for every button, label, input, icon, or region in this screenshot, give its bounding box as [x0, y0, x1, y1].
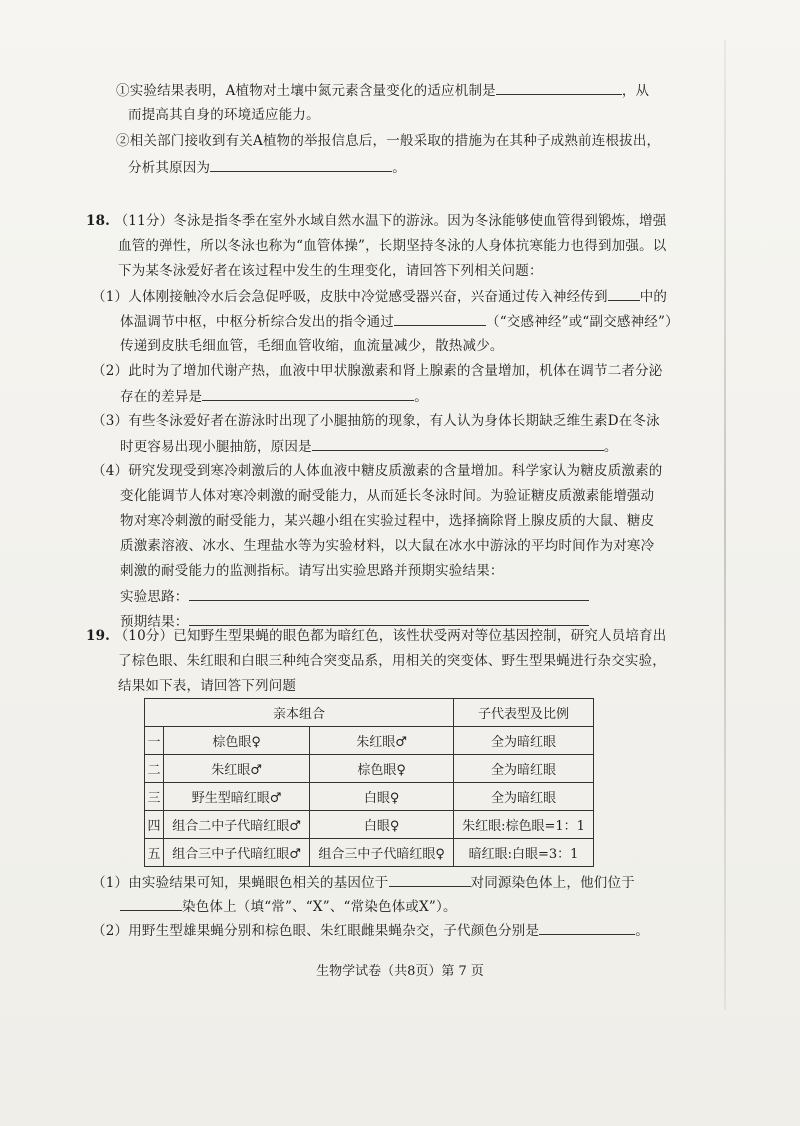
- row-index: 四: [145, 811, 164, 839]
- q18-part4-line2: 变化能调节人体对寒冷刺激的耐受能力，从而延长冬泳时间。为验证糖皮质激素能增强动: [120, 488, 655, 504]
- row-index: 五: [145, 839, 164, 867]
- offspring: 全为暗红眼: [454, 755, 594, 783]
- table-row: [145, 783, 594, 811]
- answer-blank[interactable]: [539, 920, 635, 935]
- q18-part4-line3: 物对寒冷刺激的耐受能力，某兴趣小组在实验过程中，选择摘除肾上腺皮质的大鼠、糖皮: [120, 513, 655, 529]
- parent-2: 朱红眼♂: [310, 727, 454, 755]
- page-fold-shadow: [724, 40, 726, 1010]
- parent-2: 白眼♀: [310, 811, 454, 839]
- offspring: 朱红眼:棕色眼=1：1: [454, 811, 594, 839]
- q18-part1-line2: 体温调节中枢，中枢分析综合发出的指令通过 （“交感神经”或“副交感神经”）: [120, 311, 679, 332]
- header-parent-combo: 亲本组合: [145, 699, 454, 727]
- q18-stem-line1: 18. （11分）冬泳是指冬季在室外水域自然水温下的游泳。因为冬泳能够使血管得到锻炼，增强: [86, 213, 667, 229]
- answer-blank[interactable]: [189, 586, 589, 601]
- table-header-row: [145, 699, 594, 727]
- offspring: 全为暗红眼: [454, 783, 594, 811]
- answer-blank[interactable]: [202, 386, 414, 401]
- q19-part1-line2: 染色体上（填“常”、“X”、“常染色体或X”）。: [120, 896, 457, 917]
- parent-1: 组合三中子代暗红眼♂: [164, 839, 310, 867]
- answer-blank[interactable]: [210, 157, 392, 172]
- q19-part2: （2）用野生型雄果蝇分别和棕色眼、朱红眼雌果蝇杂交，子代颜色分别是 。: [92, 920, 649, 941]
- q17-item1-line1: ①实验结果表明，A植物对土壤中氮元素含量变化的适应机制是 ，从: [116, 80, 649, 101]
- table-row: [145, 839, 594, 867]
- q19-number: 19.: [86, 628, 111, 644]
- answer-blank[interactable]: [608, 286, 640, 301]
- q18-experiment-idea: 实验思路：: [120, 586, 589, 607]
- offspring: 暗红眼:白眼=3：1: [454, 839, 594, 867]
- parent-1: 棕色眼♀: [164, 727, 310, 755]
- q18-part1-line3: 传递到皮肤毛细血管，毛细血管收缩，血流量减少，散热减少。: [120, 338, 504, 354]
- q18-part1-line1: （1）人体刚接触冷水后会急促呼吸，皮肤中冷觉感受器兴奋，兴奋通过传入神经传到 中的: [92, 286, 667, 307]
- answer-blank[interactable]: [120, 896, 182, 911]
- q18-part3-line1: （3）有些冬泳爱好者在游泳时出现了小腿抽筋的现象，有人认为身体长期缺乏维生素D在冬泳: [92, 413, 660, 429]
- row-index: 三: [145, 783, 164, 811]
- page-footer: 生物学试卷（共8页）第 7 页: [316, 964, 484, 979]
- q18-part4-line1: （4）研究发现受到寒冷刺激后的人体血液中糖皮质激素的含量增加。科学家认为糖皮质激素的: [92, 463, 663, 479]
- answer-blank[interactable]: [189, 611, 589, 626]
- parent-2: 棕色眼♀: [310, 755, 454, 783]
- q18-part3-line2: 时更容易出现小腿抽筋，原因是 。: [120, 436, 618, 457]
- q19-part1-line1: （1）由实验结果可知，果蝇眼色相关的基因位于 对同源染色体上，他们位于: [92, 872, 635, 893]
- parent-1: 野生型暗红眼♂: [164, 783, 310, 811]
- parent-1: 朱红眼♂: [164, 755, 310, 783]
- q19-stem-first: 19. （10分）已知野生型果蝇的眼色都为暗红色，该性状受两对等位基因控制，研究人员培育出: [86, 628, 667, 644]
- header-offspring: 子代表型及比例: [454, 699, 594, 727]
- q18-part4-line4: 质激素溶液、冰水、生理盐水等为实验材料，以大鼠在冰水中游泳的平均时间作为对寒冷: [120, 538, 655, 554]
- parent-2: 组合三中子代暗红眼♀: [310, 839, 454, 867]
- q18-stem-line3: 下为某冬泳爱好者在该过程中发生的生理变化，请回答下列相关问题：: [118, 263, 543, 279]
- q17-item2-line2: 分析其原因为 。: [128, 157, 406, 178]
- parent-1: 组合二中子代暗红眼♂: [164, 811, 310, 839]
- q17-item2-line1: ②相关部门接收到有关A植物的举报信息后，一般采取的措施为在其种子成熟前连根拔出，: [116, 133, 661, 149]
- q18-expected-result: 预期结果：: [120, 611, 589, 632]
- answer-blank[interactable]: [312, 436, 604, 451]
- offspring: 全为暗红眼: [454, 727, 594, 755]
- q19-stem-line3: 结果如下表，请回答下列问题: [118, 678, 297, 694]
- results-table: [144, 698, 594, 867]
- q17-item1-line2: 而提高其自身的环境适应能力。: [128, 107, 320, 123]
- row-index: 一: [145, 727, 164, 755]
- q18-number: 18.: [86, 213, 111, 229]
- parent-2: 白眼♀: [310, 783, 454, 811]
- q18-part2-line1: （2）此时为了增加代谢产热，血液中甲状腺激素和肾上腺素的含量增加，机体在调节二者分泌: [92, 363, 663, 379]
- answer-blank[interactable]: [394, 311, 486, 326]
- table-row: [145, 811, 594, 839]
- q18-stem-line2: 血管的弹性，所以冬泳也称为“血管体操”，长期坚持冬泳的人身体抗寒能力也得到加强。以: [118, 238, 667, 254]
- q19-stem-line2: 了棕色眼、朱红眼和白眼三种纯合突变品系，用相关的突变体、野生型果蝇进行杂交实验，: [118, 653, 666, 669]
- table-row: [145, 727, 594, 755]
- table-row: [145, 755, 594, 783]
- q18-part2-line2: 存在的差异是 。: [120, 386, 428, 407]
- answer-blank[interactable]: [389, 872, 471, 887]
- answer-blank[interactable]: [496, 80, 622, 95]
- q18-part4-line5: 刺激的耐受能力的监测指标。请写出实验思路并预期实验结果：: [120, 563, 504, 579]
- row-index: 二: [145, 755, 164, 783]
